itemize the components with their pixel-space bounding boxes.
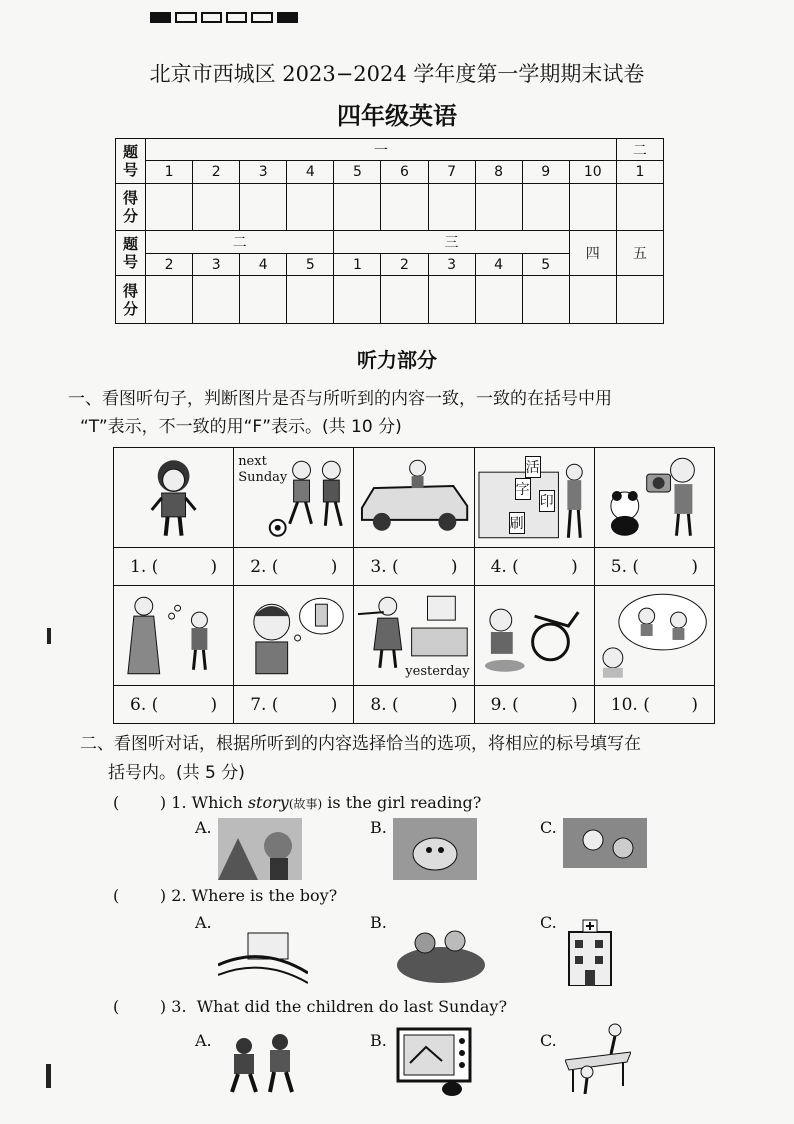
registration-marks xyxy=(150,12,298,26)
section-title: 听力部分 xyxy=(357,348,437,372)
score-col-number: 5 xyxy=(334,161,381,183)
part-header-2: 二 xyxy=(616,139,663,161)
score-col-number: 6 xyxy=(381,161,428,183)
answer-item-6[interactable]: 6. ( ) xyxy=(114,686,234,724)
score-col-number: 2 xyxy=(381,253,428,275)
story-option-c-image xyxy=(563,818,647,868)
answer-paren[interactable]: ( ) xyxy=(113,886,167,905)
answer-paren[interactable]: ( ) xyxy=(113,793,167,812)
place-option-c-image xyxy=(565,918,615,986)
question-gloss: (故事) xyxy=(288,797,323,811)
boy-thinking-phone-illustration xyxy=(234,586,353,681)
answer-item-9[interactable]: 9. ( ) xyxy=(474,686,594,724)
question-2-instructions xyxy=(80,730,760,788)
score-col-number: 4 xyxy=(475,253,522,275)
score-col-number: 4 xyxy=(287,161,334,183)
picture-judgement-table xyxy=(113,447,715,724)
question-italic-word: story xyxy=(247,793,289,812)
picture-7 xyxy=(234,586,354,686)
picture-4 xyxy=(474,448,594,548)
part-header-4: 四 xyxy=(569,231,616,276)
score-col-number: 1 xyxy=(616,161,663,183)
score-col-number: 3 xyxy=(193,253,240,275)
score-cell[interactable] xyxy=(522,183,569,231)
picture-label-sunday: Sunday xyxy=(238,470,288,485)
picture-1 xyxy=(114,448,234,548)
score-cell[interactable] xyxy=(240,276,287,324)
option-c-label[interactable]: C. xyxy=(540,1031,557,1050)
option-a-label[interactable]: A. xyxy=(195,1031,212,1050)
option-c-label[interactable]: C. xyxy=(540,913,557,932)
char-block: 刷 xyxy=(509,512,525,534)
picture-2 xyxy=(234,448,354,548)
score-cell[interactable] xyxy=(193,183,240,231)
score-cell[interactable] xyxy=(334,183,381,231)
score-cell[interactable] xyxy=(381,183,428,231)
score-col-number: 2 xyxy=(193,161,240,183)
score-cell[interactable] xyxy=(616,183,663,231)
picture-9 xyxy=(474,586,594,686)
part-header-1: 一 xyxy=(146,139,617,161)
girl-illustration xyxy=(114,448,233,543)
question-text: 1. Which xyxy=(171,793,248,812)
row-label-number: 题 号 xyxy=(116,231,146,276)
activity-option-b-image xyxy=(396,1027,472,1097)
answer-item-2[interactable]: 2. ( ) xyxy=(234,548,354,586)
place-option-b-image xyxy=(393,925,489,985)
instruction-line: 一、看图听句子，判断图片是否与所听到的内容一致，一致的在括号中用 xyxy=(68,389,612,409)
score-cell[interactable] xyxy=(428,276,475,324)
answer-item-5[interactable]: 5. ( ) xyxy=(594,548,714,586)
picture-label-next: next xyxy=(238,454,267,469)
score-col-number: 4 xyxy=(240,253,287,275)
boys-football-illustration xyxy=(234,448,353,547)
score-cell[interactable] xyxy=(287,276,334,324)
story-option-a-image xyxy=(218,818,302,880)
activity-option-c-image xyxy=(565,1022,631,1094)
picture-8 xyxy=(354,586,474,686)
score-col-number: 1 xyxy=(146,161,193,183)
part-header-3: 三 xyxy=(334,231,569,253)
score-col-number: 10 xyxy=(569,161,616,183)
question-2-item-3 xyxy=(113,997,507,1016)
activity-option-a-image xyxy=(222,1030,304,1096)
place-option-a-image xyxy=(218,925,308,985)
woman-boy-illustration xyxy=(114,586,233,681)
char-block: 活 xyxy=(525,456,541,478)
part-header-2: 二 xyxy=(146,231,334,253)
answer-item-4[interactable]: 4. ( ) xyxy=(474,548,594,586)
question-2-item-2 xyxy=(113,886,337,905)
score-cell[interactable] xyxy=(475,276,522,324)
score-col-number: 9 xyxy=(522,161,569,183)
option-a-label[interactable]: A. xyxy=(195,913,212,932)
picture-5 xyxy=(594,448,714,548)
score-col-number: 7 xyxy=(428,161,475,183)
picture-6 xyxy=(114,586,234,686)
row-label-number: 题 号 xyxy=(116,139,146,184)
score-col-number: 3 xyxy=(428,253,475,275)
question-2-item-1 xyxy=(113,793,481,812)
char-block: 字 xyxy=(515,478,531,500)
option-c-label[interactable]: C. xyxy=(540,818,557,837)
score-cell[interactable] xyxy=(146,276,193,324)
picture-label-yesterday: yesterday xyxy=(405,664,470,679)
score-cell[interactable] xyxy=(381,276,428,324)
score-cell[interactable] xyxy=(569,183,616,231)
score-col-number: 8 xyxy=(475,161,522,183)
score-cell[interactable] xyxy=(475,183,522,231)
margin-mark xyxy=(46,1064,51,1088)
exam-subtitle: 四年级英语 xyxy=(337,102,457,130)
instruction-line: 括号内。(共 5 分) xyxy=(108,763,245,783)
question-1-instructions xyxy=(68,385,748,441)
score-cell[interactable] xyxy=(616,276,663,324)
picture-10 xyxy=(594,586,714,686)
score-col-number: 3 xyxy=(240,161,287,183)
question-text: 2. Where is the boy? xyxy=(171,886,338,905)
question-text: 3. What did the children do last Sunday? xyxy=(171,997,508,1016)
answer-item-8[interactable]: 8. ( ) xyxy=(354,686,474,724)
score-cell[interactable] xyxy=(240,183,287,231)
answer-item-3[interactable]: 3. ( ) xyxy=(354,548,474,586)
option-a-label[interactable]: A. xyxy=(195,818,212,837)
exam-title: 北京市西城区 2023−2024 学年度第一学期期末试卷 xyxy=(149,62,645,86)
option-b-label[interactable]: B. xyxy=(370,1031,387,1050)
car-illustration xyxy=(354,448,473,543)
panda-camera-illustration xyxy=(595,448,714,543)
instruction-line: 二、看图听对话，根据所听到的内容选择恰当的选项，将相应的标号填写在 xyxy=(80,734,641,754)
picture-3 xyxy=(354,448,474,548)
part-header-5: 五 xyxy=(616,231,663,276)
question-text: is the girl reading? xyxy=(322,793,482,812)
instruction-line: “T”表示，不一致的用“F”表示。(共 10 分) xyxy=(80,417,402,437)
score-cell[interactable] xyxy=(146,183,193,231)
score-cell[interactable] xyxy=(193,276,240,324)
row-label-score: 得 分 xyxy=(116,183,146,231)
score-cell[interactable] xyxy=(334,276,381,324)
option-b-label[interactable]: B. xyxy=(370,818,387,837)
score-table xyxy=(115,138,664,324)
margin-mark xyxy=(47,628,51,644)
char-block: 印 xyxy=(539,490,555,512)
score-col-number: 5 xyxy=(287,253,334,275)
story-option-b-image xyxy=(393,818,477,880)
answer-paren[interactable]: ( ) xyxy=(113,997,167,1016)
option-b-label[interactable]: B. xyxy=(370,913,387,932)
score-col-number: 2 xyxy=(146,253,193,275)
answer-item-10[interactable]: 10. ( ) xyxy=(594,686,714,724)
score-cell[interactable] xyxy=(428,183,475,231)
answer-item-7[interactable]: 7. ( ) xyxy=(234,686,354,724)
dream-doctor-illustration xyxy=(595,586,714,681)
score-col-number: 5 xyxy=(522,253,569,275)
row-label-score: 得 分 xyxy=(116,276,146,324)
score-col-number: 1 xyxy=(334,253,381,275)
score-cell[interactable] xyxy=(522,276,569,324)
score-cell[interactable] xyxy=(287,183,334,231)
score-cell[interactable] xyxy=(569,276,616,324)
boy-broken-bike-illustration xyxy=(475,586,594,681)
answer-item-1[interactable]: 1. ( ) xyxy=(114,548,234,586)
